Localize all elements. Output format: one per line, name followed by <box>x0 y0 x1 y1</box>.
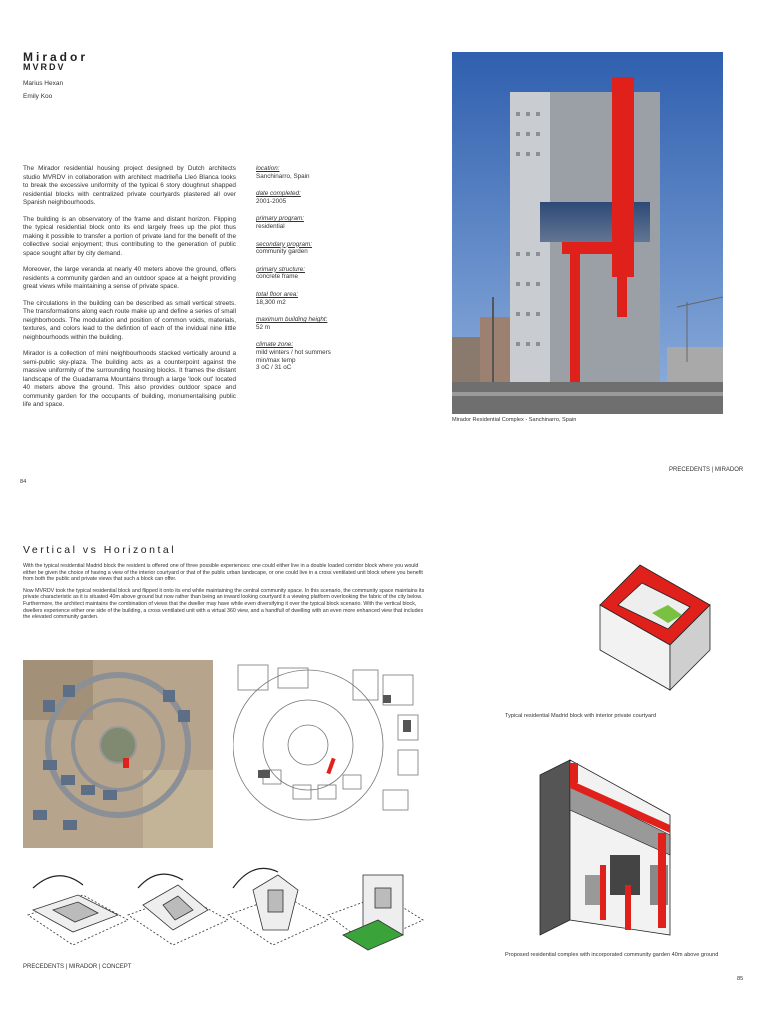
site-plan <box>233 660 424 848</box>
intro-text <box>23 165 236 418</box>
proposed-complex-diagram <box>530 755 680 945</box>
intro-paragraph: Moreover, the large veranda at nearly 40 meters above the ground, offers residents a community garden and an outdoor space at a height providing great views while maintaining a sense of private space. <box>23 266 236 290</box>
typical-block-diagram <box>590 545 720 695</box>
concept-diagrams <box>23 860 425 960</box>
fact-location: location: Sanchinarro, Spain <box>256 165 310 180</box>
page-number-bottom: 85 <box>737 976 744 982</box>
intro-paragraph: The Mirador residential housing project designed by Dutch architects studio MVRDV in collaboration with architect madrileña Lleó Blanca looks to break the excessive uniformity of the typical 6 story doughnut shapped residential blocks with centralized private courtyards plastered all over Spanish neighbourhoods. <box>23 165 236 206</box>
section-paragraph: With the typical residential Madrid block the resident is offered one of three possible experiences: one could either live in a double loaded corridor block where you would either be given the choice of having a view of the interior courtyard or that of the public urban landscape, or one could live in a cross ventilated unit block where you benefit from both the public and private views that such a block can offer. <box>23 563 423 583</box>
fact-climate: climate zone: mild winters / hot summers min/max temp 3 oC / 31 oC <box>256 341 331 372</box>
section-heading: Vertical vs Horizontal <box>23 544 177 556</box>
fact-height: maximum building height: 52 m <box>256 316 328 331</box>
page-tag-bottom: PRECEDENTS | MIRADOR | CONCEPT <box>23 964 132 970</box>
section-paragraph: Now MVRDV took the typical residential block and flipped it onto its end while maintaining the central community space. In this scenario, the community space maintains its private characteristic as it is situated 40m above ground but now rather than being an inward looking courtyard it a viewing platform overlooking the fabric of the city below. Furthermore, the architect maintains the combination of views that the dweller may have while even diversifying it over the typical block scenario. With the vertical block, dwellers experience either one side of the building, a cross ventilated unit with a virtual 360 view, and a handfull of dwelling with an even more enhanced view that includes the elevated community garden. <box>23 587 425 621</box>
fact-primary-program: primary program: residential <box>256 215 304 230</box>
aerial-photo <box>23 660 213 848</box>
fact-structure: primary structure: concrete frame <box>256 265 305 281</box>
photo-caption: Mirador Residential Complex - Sanchinarro, Spain <box>452 417 577 423</box>
intro-paragraph: The building is an observatory of the frame and distant horizon. Flipping the typical residential block onto its end largely frees up the plot thus making it possible to transfer a portion of private land for the benefit of the collective social enjoyment; thus contributing to the generation of public space sought after by city demand. <box>23 215 236 257</box>
page-number-top: 84 <box>20 479 27 485</box>
fact-date: date completed: 2001-2005 <box>256 190 301 205</box>
author-2: Emily Koo <box>23 93 53 100</box>
building-photo <box>452 52 723 414</box>
fact-floor-area: total floor area: 18,300 m2 <box>256 290 299 306</box>
block-caption: Typical residential Madrid block with interior private courtyard <box>505 713 657 719</box>
proposed-caption: Proposed residential complex with incorporated community garden 40m above ground <box>505 952 719 958</box>
fact-secondary-program: secondary program: community garden <box>256 240 312 256</box>
intro-paragraph: The circulations in the building can be described as small vertical streets. The transformations along each route make up and define a series of small neighborhoods. The modulation and position of common voids, materials, textures, and colors lead to the defintion of each of the invidual nine little neighbourhoods within the building. <box>23 299 236 341</box>
project-facts <box>256 165 346 382</box>
page-title: Mirador <box>23 50 89 64</box>
intro-paragraph: Mirador is a collection of mini neighbourhoods stacked vertically around a semi-public sky-plaza. The building acts as a counterpoint against the massive uniformity of the surrounding housing blocks. It frames the distant landscape of the Guadarrama Mountains through a large 'look out' located 40 meters above the ground. This also provides outdoor space and community garden for the occupants of building, monumentalising public life and space. <box>23 350 236 408</box>
author-1: Marius Hexan <box>23 80 64 87</box>
page-tag-top: PRECEDENTS | MIRADOR <box>669 467 744 473</box>
architect-name: MVRDV <box>23 62 66 72</box>
section-text <box>23 563 428 626</box>
